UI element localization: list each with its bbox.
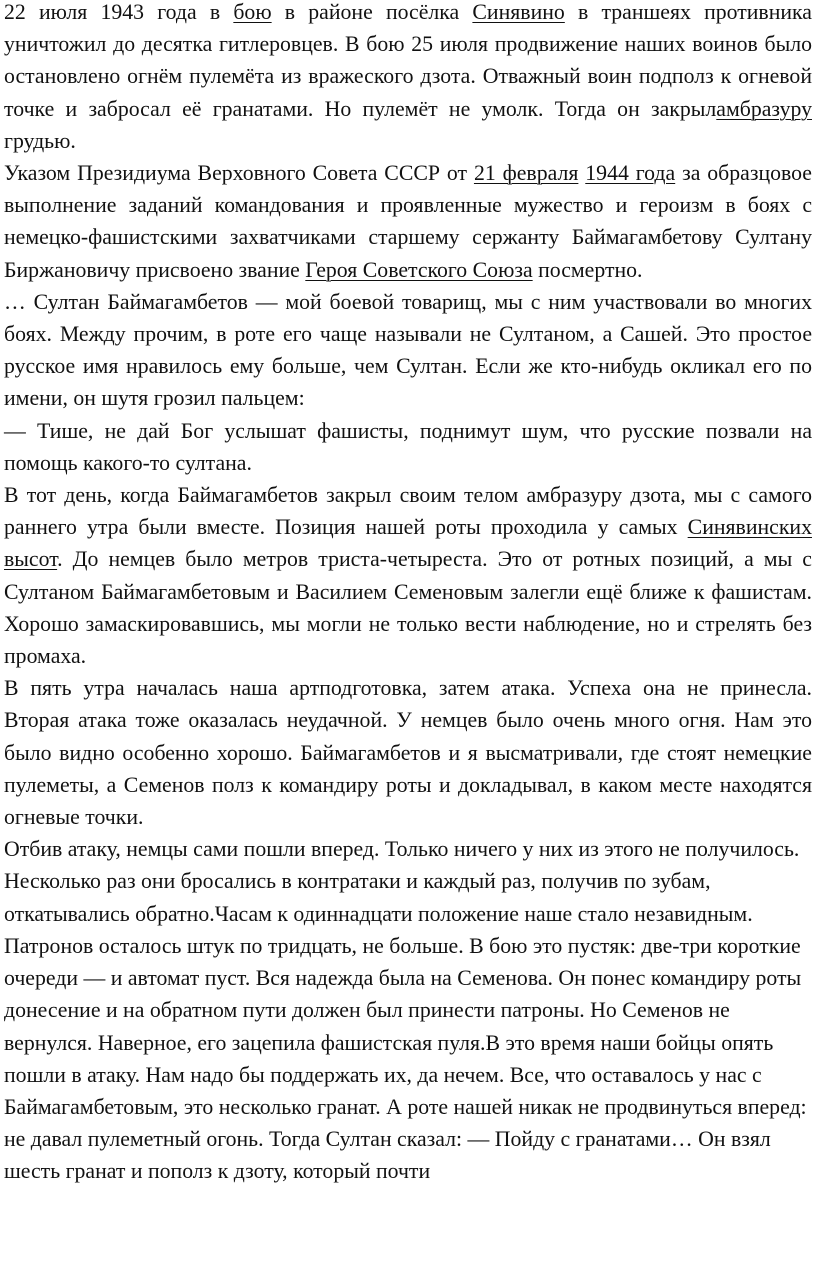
paragraph-1 bbox=[4, 0, 812, 157]
text-run: . До немцев было метров триста-четыреста. Это от ротных позиций, а мы с Султаном Баймагамбетовым и Василием Семеновым залегли ещё ближе к фашистам. Хорошо замаскировавшись, мы могли не только вести наблюдение, но и стрелять без промаха. bbox=[4, 547, 812, 669]
text-run: Отбив атаку, немцы сами пошли вперед. Только ничего у них из этого не получилось. Несколько раз они бросались в контратаки и каждый раз, получив по зубам, откатывались обратно.Часам к одиннадцати положение наше стало незавидным. Патронов осталось штук по тридцать, не больше. В бою это пустяк: две-три короткие очереди — и автомат пуст. Вся надежда была на Семенова. Он понес командиру роты донесение и на обратном пути должен был принести патроны. Но Семенов не вернулся. Наверное, его зацепила фашистская пуля.В это время наши бойцы опять пошли в атаку. Нам надо бы поддержать их, да нечем. Все, что оставалось у нас с Баймагамбетовым, это несколько гранат. А роте нашей никак не продвинуться вперед: не давал пулеметный огонь. Тогда Султан сказал: — Пойду с гранатами… Он взял шесть гранат и пополз к дзоту, который почти bbox=[4, 837, 807, 1184]
paragraph-2 bbox=[4, 157, 812, 286]
hyperlink[interactable]: Синявино bbox=[472, 0, 565, 24]
text-run: 22 июля 1943 года в bbox=[4, 0, 234, 24]
text-run: в районе посёлка bbox=[271, 0, 473, 24]
hyperlink[interactable]: 21 февраля bbox=[473, 161, 579, 186]
text-run: в траншеях противника уничтожил до десятка гитлеровцев. В бою 25 июля продвижение наших воинов было остановлено огнём пулемёта из вражеского дзота. Отважный воин подполз к огневой точке и забросал её гранатами. Но пулемёт не умолк. Тогда он закрыл bbox=[4, 0, 812, 121]
paragraph-5 bbox=[4, 479, 812, 672]
text-run: — Тише, не дай Бог услышат фашисты, поднимут шум, что русские позвали на помощь какого-то султана. bbox=[4, 418, 812, 475]
paragraph-3 bbox=[4, 286, 812, 415]
text-run: посмертно. bbox=[532, 257, 643, 282]
text-run: за образцовое выполнение заданий командования и проявленные мужество и героизм в боях с немецко-фашистскими захватчиками старшему сержанту Баймагамбетову Султану Биржановичу присвоено звание bbox=[4, 161, 812, 282]
text-run: грудью. bbox=[4, 128, 76, 153]
hyperlink[interactable]: амбразуру bbox=[716, 96, 812, 121]
paragraph-7 bbox=[4, 833, 812, 1187]
paragraph-6 bbox=[4, 672, 812, 833]
text-run: В тот день, когда Баймагамбетов закрыл своим телом амбразуру дзота, мы с самого раннего утра были вместе. Позиция нашей роты проходила у самых bbox=[4, 483, 812, 540]
text-run: Указом Президиума Верховного Совета СССР от bbox=[4, 161, 474, 186]
hyperlink[interactable]: 1944 года bbox=[585, 161, 676, 186]
hyperlink[interactable]: Героя Советского Союза bbox=[305, 257, 533, 282]
text-run: В пять утра началась наша артподготовка, затем атака. Успеха она не принесла. Вторая атака тоже оказалась неудачной. У немцев было очень много огня. Нам это было видно особенно хорошо. Баймагамбетов и я высматривали, где стоят немецкие пулеметы, а Семенов полз к командиру роты и докладывал, в каком месте находятся огневые точки. bbox=[4, 676, 812, 830]
text-run: … Султан Баймагамбетов — мой боевой товарищ, мы с ним участвовали во многих боях. Между прочим, в роте его чаще называли не Султаном, а Сашей. Это простое русское имя нравилось ему больше, чем Султан. Если же кто-нибудь окликал его по имени, он шутя грозил пальцем: bbox=[4, 289, 812, 411]
hyperlink[interactable]: Синявинских высот bbox=[4, 515, 812, 572]
paragraph-4 bbox=[4, 415, 812, 479]
hyperlink[interactable]: бою bbox=[233, 0, 272, 24]
